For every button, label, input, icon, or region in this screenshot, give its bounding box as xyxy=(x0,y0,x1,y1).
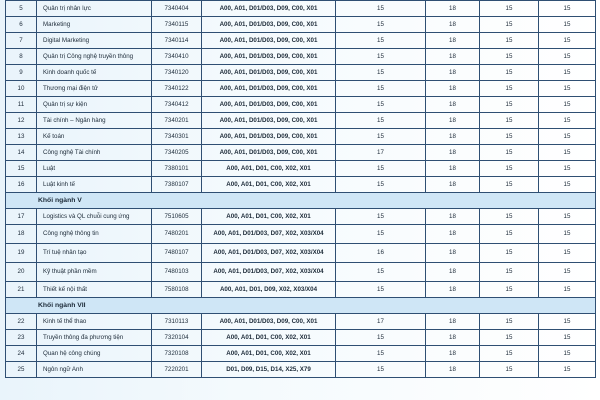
table-row xyxy=(6,49,596,65)
row-number: 12 xyxy=(6,113,37,129)
row-number: 13 xyxy=(6,129,37,145)
score-column-2: 18 xyxy=(426,362,480,378)
row-number: 18 xyxy=(6,225,37,244)
major-name: Truyền thông đa phương tiện xyxy=(37,330,152,346)
row-number: 24 xyxy=(6,346,37,362)
group-title: Khối ngành VII xyxy=(6,298,596,314)
score-column-2: 18 xyxy=(426,330,480,346)
score-column-3: 15 xyxy=(480,346,539,362)
table-row xyxy=(6,244,596,263)
score-column-2: 18 xyxy=(426,263,480,282)
score-column-4: 15 xyxy=(539,225,596,244)
score-column-4: 15 xyxy=(539,282,596,298)
major-code: 7340114 xyxy=(152,33,202,49)
major-name: Quản trị nhân lực xyxy=(37,1,152,17)
subject-combinations: A00, A01, D01/D03, D09, C00, X01 xyxy=(202,145,336,161)
score-column-1: 15 xyxy=(336,97,426,113)
group-row-khoi-nganh-vii xyxy=(6,298,596,314)
score-column-4: 15 xyxy=(539,330,596,346)
major-name: Kinh doanh quốc tế xyxy=(37,65,152,81)
score-column-1: 15 xyxy=(336,209,426,225)
score-column-3: 15 xyxy=(480,113,539,129)
subject-combinations: A00, A01, D01/D03, D09, C00, X01 xyxy=(202,17,336,33)
score-column-3: 15 xyxy=(480,97,539,113)
admission-score-table xyxy=(5,0,596,378)
major-name: Thiết kế nội thất xyxy=(37,282,152,298)
major-name: Quản trị sự kiện xyxy=(37,97,152,113)
major-code: 7510605 xyxy=(152,209,202,225)
row-number: 5 xyxy=(6,1,37,17)
subject-combinations: D01, D09, D15, D14, X25, X79 xyxy=(202,362,336,378)
score-column-4: 15 xyxy=(539,17,596,33)
major-name: Logistics và QL chuỗi cung ứng xyxy=(37,209,152,225)
subject-combinations: A00, A01, D01, C00, X02, X01 xyxy=(202,209,336,225)
score-column-1: 15 xyxy=(336,330,426,346)
major-code: 7340301 xyxy=(152,129,202,145)
major-code: 7580108 xyxy=(152,282,202,298)
score-column-3: 15 xyxy=(480,33,539,49)
table-row xyxy=(6,282,596,298)
score-column-1: 15 xyxy=(336,177,426,193)
row-number: 9 xyxy=(6,65,37,81)
major-name: Kỹ thuật phần mềm xyxy=(37,263,152,282)
score-column-1: 15 xyxy=(336,49,426,65)
subject-combinations: A00, A01, D01/D03, D09, C00, X01 xyxy=(202,65,336,81)
score-column-2: 18 xyxy=(426,346,480,362)
row-number: 21 xyxy=(6,282,37,298)
major-name: Kế toán xyxy=(37,129,152,145)
major-code: 7480201 xyxy=(152,225,202,244)
table-row xyxy=(6,1,596,17)
table-row xyxy=(6,314,596,330)
score-column-1: 15 xyxy=(336,161,426,177)
score-column-3: 15 xyxy=(480,282,539,298)
table-row xyxy=(6,263,596,282)
score-column-2: 18 xyxy=(426,161,480,177)
subject-combinations: A00, A01, D01/D03, D09, C00, X01 xyxy=(202,33,336,49)
major-name: Thương mại điện tử xyxy=(37,81,152,97)
major-name: Ngôn ngữ Anh xyxy=(37,362,152,378)
score-column-1: 15 xyxy=(336,81,426,97)
score-column-1: 15 xyxy=(336,263,426,282)
major-code: 7340410 xyxy=(152,49,202,65)
table-row xyxy=(6,129,596,145)
row-number: 17 xyxy=(6,209,37,225)
major-name: Luật xyxy=(37,161,152,177)
score-column-2: 18 xyxy=(426,244,480,263)
score-column-2: 18 xyxy=(426,145,480,161)
score-column-1: 15 xyxy=(336,129,426,145)
score-column-3: 15 xyxy=(480,362,539,378)
major-name: Công nghệ thông tin xyxy=(37,225,152,244)
score-column-2: 18 xyxy=(426,49,480,65)
major-name: Quản trị Công nghệ truyền thông xyxy=(37,49,152,65)
score-column-2: 18 xyxy=(426,225,480,244)
score-column-3: 15 xyxy=(480,17,539,33)
table-row xyxy=(6,362,596,378)
score-column-1: 17 xyxy=(336,145,426,161)
score-column-3: 15 xyxy=(480,225,539,244)
score-column-2: 18 xyxy=(426,33,480,49)
score-column-2: 18 xyxy=(426,177,480,193)
score-column-3: 15 xyxy=(480,263,539,282)
major-code: 7480103 xyxy=(152,263,202,282)
major-code: 7340404 xyxy=(152,1,202,17)
score-column-1: 15 xyxy=(336,225,426,244)
score-column-3: 15 xyxy=(480,81,539,97)
score-column-4: 15 xyxy=(539,145,596,161)
score-column-3: 15 xyxy=(480,244,539,263)
table-row xyxy=(6,65,596,81)
subject-combinations: A00, A01, D01/D03, D07, X02, X03/X04 xyxy=(202,225,336,244)
row-number: 19 xyxy=(6,244,37,263)
subject-combinations: A00, A01, D01/D03, D09, C00, X01 xyxy=(202,1,336,17)
score-column-3: 15 xyxy=(480,65,539,81)
subject-combinations: A00, A01, D01/D03, D09, C00, X01 xyxy=(202,314,336,330)
row-number: 16 xyxy=(6,177,37,193)
score-column-2: 18 xyxy=(426,17,480,33)
major-name: Luật kinh tế xyxy=(37,177,152,193)
subject-combinations: A00, A01, D01, C00, X02, X01 xyxy=(202,161,336,177)
row-number: 14 xyxy=(6,145,37,161)
major-name: Kinh tế thể thao xyxy=(37,314,152,330)
major-code: 7320108 xyxy=(152,346,202,362)
row-number: 20 xyxy=(6,263,37,282)
major-code: 7340122 xyxy=(152,81,202,97)
major-name: Tài chính – Ngân hàng xyxy=(37,113,152,129)
score-column-3: 15 xyxy=(480,330,539,346)
row-number: 15 xyxy=(6,161,37,177)
major-name: Marketing xyxy=(37,17,152,33)
major-name: Công nghệ Tài chính xyxy=(37,145,152,161)
score-column-1: 15 xyxy=(336,362,426,378)
score-column-4: 15 xyxy=(539,1,596,17)
score-column-1: 17 xyxy=(336,314,426,330)
score-column-2: 18 xyxy=(426,1,480,17)
group-title: Khối ngành V xyxy=(6,193,596,209)
score-column-3: 15 xyxy=(480,1,539,17)
score-column-4: 15 xyxy=(539,113,596,129)
score-column-3: 15 xyxy=(480,314,539,330)
major-name: Quan hệ công chúng xyxy=(37,346,152,362)
subject-combinations: A00, A01, D01/D03, D07, X02, X03/X04 xyxy=(202,263,336,282)
subject-combinations: A00, A01, D01/D03, D09, C00, X01 xyxy=(202,49,336,65)
table-row xyxy=(6,33,596,49)
score-column-3: 15 xyxy=(480,177,539,193)
subject-combinations: A00, A01, D01/D03, D09, C00, X01 xyxy=(202,113,336,129)
score-column-3: 15 xyxy=(480,145,539,161)
row-number: 23 xyxy=(6,330,37,346)
subject-combinations: A00, A01, D01, D09, X02, X03/X04 xyxy=(202,282,336,298)
group-row-khoi-nganh-v xyxy=(6,193,596,209)
score-column-1: 15 xyxy=(336,17,426,33)
subject-combinations: A00, A01, D01/D03, D07, X02, X03/X04 xyxy=(202,244,336,263)
score-column-3: 15 xyxy=(480,209,539,225)
score-column-4: 15 xyxy=(539,161,596,177)
score-column-1: 15 xyxy=(336,113,426,129)
table-row xyxy=(6,97,596,113)
subject-combinations: A00, A01, D01, C00, X02, X01 xyxy=(202,177,336,193)
table-row xyxy=(6,209,596,225)
row-number: 6 xyxy=(6,17,37,33)
score-column-2: 18 xyxy=(426,314,480,330)
major-name: Digital Marketing xyxy=(37,33,152,49)
score-column-4: 15 xyxy=(539,346,596,362)
score-column-1: 15 xyxy=(336,1,426,17)
subject-combinations: A00, A01, D01, C00, X02, X01 xyxy=(202,330,336,346)
score-column-4: 15 xyxy=(539,49,596,65)
major-code: 7480107 xyxy=(152,244,202,263)
score-column-1: 15 xyxy=(336,33,426,49)
subject-combinations: A00, A01, D01, C00, X02, X01 xyxy=(202,346,336,362)
row-number: 22 xyxy=(6,314,37,330)
score-column-4: 15 xyxy=(539,129,596,145)
major-code: 7380101 xyxy=(152,161,202,177)
score-column-2: 18 xyxy=(426,65,480,81)
major-code: 7340205 xyxy=(152,145,202,161)
row-number: 10 xyxy=(6,81,37,97)
major-code: 7340115 xyxy=(152,17,202,33)
score-column-2: 18 xyxy=(426,113,480,129)
score-column-3: 15 xyxy=(480,129,539,145)
score-column-4: 15 xyxy=(539,65,596,81)
subject-combinations: A00, A01, D01/D03, D09, C00, X01 xyxy=(202,97,336,113)
score-column-1: 16 xyxy=(336,244,426,263)
score-column-4: 15 xyxy=(539,209,596,225)
table-row xyxy=(6,330,596,346)
score-column-3: 15 xyxy=(480,49,539,65)
score-column-2: 18 xyxy=(426,97,480,113)
score-column-2: 18 xyxy=(426,282,480,298)
score-column-2: 18 xyxy=(426,129,480,145)
score-column-2: 18 xyxy=(426,81,480,97)
table-row xyxy=(6,145,596,161)
major-code: 7340120 xyxy=(152,65,202,81)
table-row xyxy=(6,225,596,244)
subject-combinations: A00, A01, D01/D03, D09, C00, X01 xyxy=(202,81,336,97)
major-code: 7340412 xyxy=(152,97,202,113)
major-code: 7220201 xyxy=(152,362,202,378)
score-column-1: 15 xyxy=(336,346,426,362)
score-column-4: 15 xyxy=(539,244,596,263)
row-number: 11 xyxy=(6,97,37,113)
major-name: Trí tuệ nhân tạo xyxy=(37,244,152,263)
table-row xyxy=(6,17,596,33)
subject-combinations: A00, A01, D01/D03, D09, C00, X01 xyxy=(202,129,336,145)
score-column-4: 15 xyxy=(539,362,596,378)
table-row xyxy=(6,161,596,177)
table-row xyxy=(6,346,596,362)
score-column-1: 15 xyxy=(336,65,426,81)
major-code: 7380107 xyxy=(152,177,202,193)
score-column-2: 18 xyxy=(426,209,480,225)
score-column-4: 15 xyxy=(539,263,596,282)
table-row xyxy=(6,177,596,193)
score-column-4: 15 xyxy=(539,177,596,193)
score-column-4: 15 xyxy=(539,33,596,49)
score-column-4: 15 xyxy=(539,97,596,113)
row-number: 8 xyxy=(6,49,37,65)
row-number: 25 xyxy=(6,362,37,378)
table-row xyxy=(6,113,596,129)
major-code: 7310113 xyxy=(152,314,202,330)
row-number: 7 xyxy=(6,33,37,49)
major-code: 7320104 xyxy=(152,330,202,346)
score-column-3: 15 xyxy=(480,161,539,177)
major-code: 7340201 xyxy=(152,113,202,129)
table-row xyxy=(6,81,596,97)
score-column-4: 15 xyxy=(539,314,596,330)
score-column-4: 15 xyxy=(539,81,596,97)
score-column-1: 15 xyxy=(336,282,426,298)
